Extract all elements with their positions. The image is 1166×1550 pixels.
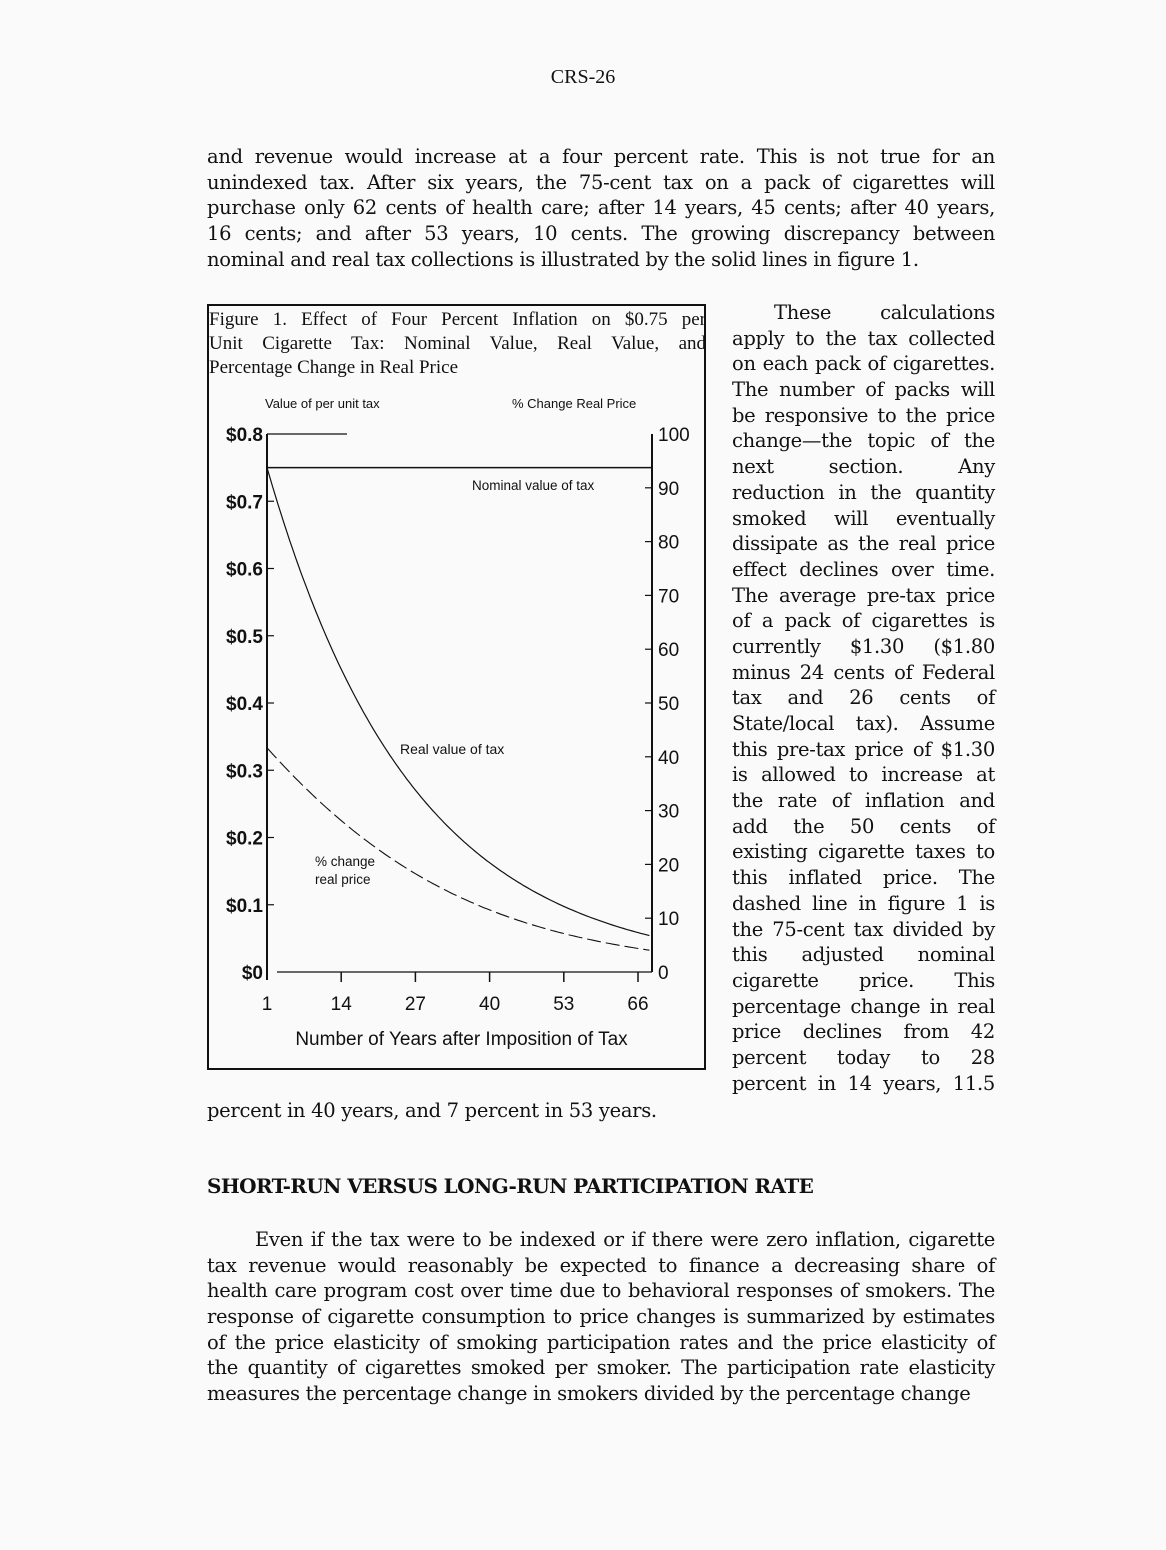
text-line: change—the topic of the xyxy=(732,429,995,453)
text-line: and revenue would increase at a four percent rate. This is not true for an xyxy=(207,145,995,168)
x-tick-label: 53 xyxy=(553,994,575,1015)
left-tick-label: $0.2 xyxy=(226,828,263,850)
text-line: cigarette price. This xyxy=(732,968,995,992)
chart xyxy=(209,306,706,1068)
left-tick-label: $0.3 xyxy=(226,761,263,783)
percent-change-label: % change xyxy=(315,854,376,869)
left-tick-label: $0.7 xyxy=(226,492,263,514)
right-axis-title: % Change Real Price xyxy=(512,396,637,411)
x-tick-label: 1 xyxy=(261,994,273,1015)
text-line: this adjusted nominal xyxy=(732,943,995,967)
text-line: percent today to 28 xyxy=(732,1045,995,1069)
text-line: add the 50 cents of xyxy=(732,814,995,838)
text-line: dissipate as the real price xyxy=(732,532,995,556)
text-line: on each pack of cigarettes. xyxy=(732,352,995,376)
right-tick-label: 30 xyxy=(658,801,680,823)
text-line: nominal and real tax collections is illustrated by the solid lines in figure 1. xyxy=(207,247,919,271)
right-tick-label: 50 xyxy=(658,694,680,715)
left-tick-label: $0.4 xyxy=(226,694,263,715)
text-line: this pre-tax price of $1.30 xyxy=(732,737,995,761)
text-line: The number of packs will xyxy=(732,378,995,402)
right-tick-label: 40 xyxy=(658,747,680,769)
text-line: dashed line in figure 1 is xyxy=(732,891,995,915)
text-line: reduction in the quantity xyxy=(732,480,995,504)
left-tick-label: $0.8 xyxy=(226,425,263,446)
text-line: Percentage Change in Real Price xyxy=(209,357,459,378)
text-line: measures the percentage change in smokers divided by the percentage change xyxy=(207,1382,971,1406)
left-tick-label: $0.5 xyxy=(226,626,263,648)
text-line: 16 cents; and after 53 years, 10 cents. The growing discrepancy between xyxy=(207,222,995,246)
text-line: tax and 26 cents of xyxy=(732,686,995,710)
x-tick-label: 40 xyxy=(479,994,501,1015)
text-line: the 75-cent tax divided by xyxy=(732,917,995,941)
x-tick-label: 27 xyxy=(404,994,426,1015)
page-header: CRS-26 xyxy=(550,66,616,88)
text-line: currently $1.30 ($1.80 xyxy=(732,634,995,658)
right-tick-label: 90 xyxy=(658,478,680,500)
right-tick-label: 10 xyxy=(658,909,680,931)
paragraph-side xyxy=(732,300,995,1096)
text-line: Unit Cigarette Tax: Nominal Value, Real Value, and xyxy=(209,333,706,354)
text-line: percent in 40 years, and 7 percent in 53 years. xyxy=(207,1099,657,1122)
text-line: the quantity of cigarettes smoked per smoker. The participation rate elasticity xyxy=(207,1356,995,1380)
section-heading: SHORT-RUN VERSUS LONG-RUN PARTICIPATION RATE xyxy=(207,1174,814,1198)
text-line: be responsive to the price xyxy=(732,403,995,427)
text-line: tax revenue would reasonably be expected to finance a decreasing share of xyxy=(207,1253,995,1277)
paragraph-after-figure xyxy=(207,1098,727,1124)
left-tick-label: $0.1 xyxy=(226,895,263,917)
text-line: Figure 1. Effect of Four Percent Inflation on $0.75 per xyxy=(209,309,706,330)
text-line: effect declines over time. xyxy=(732,557,995,581)
paragraph-participation xyxy=(207,1227,995,1407)
right-tick-label: 100 xyxy=(658,425,690,446)
text-line: price declines from 42 xyxy=(732,1020,995,1044)
text-line: this inflated price. The xyxy=(732,866,995,890)
text-line: the rate of inflation and xyxy=(732,789,995,813)
text-line: purchase only 62 cents of health care; after 14 years, 45 cents; after 40 years, xyxy=(207,196,995,220)
text-line: is allowed to increase at xyxy=(732,763,995,787)
percent-change-label: real price xyxy=(315,872,371,887)
text-line: These calculations xyxy=(774,301,995,324)
text-line: of a pack of cigarettes is xyxy=(732,609,995,633)
text-line: of the price elasticity of smoking participation rates and the price elasticity of xyxy=(207,1330,995,1354)
text-line: health care program cost over time due to behavioral responses of smokers. The xyxy=(207,1279,995,1303)
right-tick-label: 60 xyxy=(658,640,680,662)
text-line: next section. Any xyxy=(732,455,995,479)
paragraph-intro xyxy=(207,144,995,272)
text-line: smoked will eventually xyxy=(732,506,995,530)
left-tick-label: $0 xyxy=(241,963,263,984)
text-line: percent in 14 years, 11.5 xyxy=(732,1071,995,1095)
text-line: State/local tax). Assume xyxy=(732,712,995,735)
right-tick-label: 80 xyxy=(658,532,680,554)
percent-change-line xyxy=(267,748,649,950)
x-tick-label: 14 xyxy=(330,994,352,1015)
left-tick-label: $0.6 xyxy=(226,559,263,581)
text-line: The average pre-tax price xyxy=(732,583,995,607)
text-line: Even if the tax were to be indexed or if there were zero inflation, cigarette xyxy=(255,1228,995,1251)
right-tick-label: 70 xyxy=(658,586,680,608)
x-tick-label: 66 xyxy=(627,994,649,1015)
text-line: existing cigarette taxes to xyxy=(732,840,995,864)
text-line: response of cigarette consumption to price changes is summarized by estimates xyxy=(207,1305,995,1329)
text-line: unindexed tax. After six years, the 75-cent tax on a pack of cigarettes will xyxy=(207,170,995,194)
text-line: apply to the tax collected xyxy=(732,326,995,350)
text-line: minus 24 cents of Federal xyxy=(732,660,995,684)
text-line: percentage change in real xyxy=(732,994,995,1018)
figure-1 xyxy=(207,304,706,1070)
right-tick-label: 0 xyxy=(658,963,669,984)
left-axis-title: Value of per unit tax xyxy=(265,396,380,411)
x-axis-title: Number of Years after Imposition of Tax xyxy=(295,1029,628,1050)
real-value-label: Real value of tax xyxy=(400,741,505,757)
right-tick-label: 20 xyxy=(658,855,680,877)
nominal-label: Nominal value of tax xyxy=(472,478,595,493)
